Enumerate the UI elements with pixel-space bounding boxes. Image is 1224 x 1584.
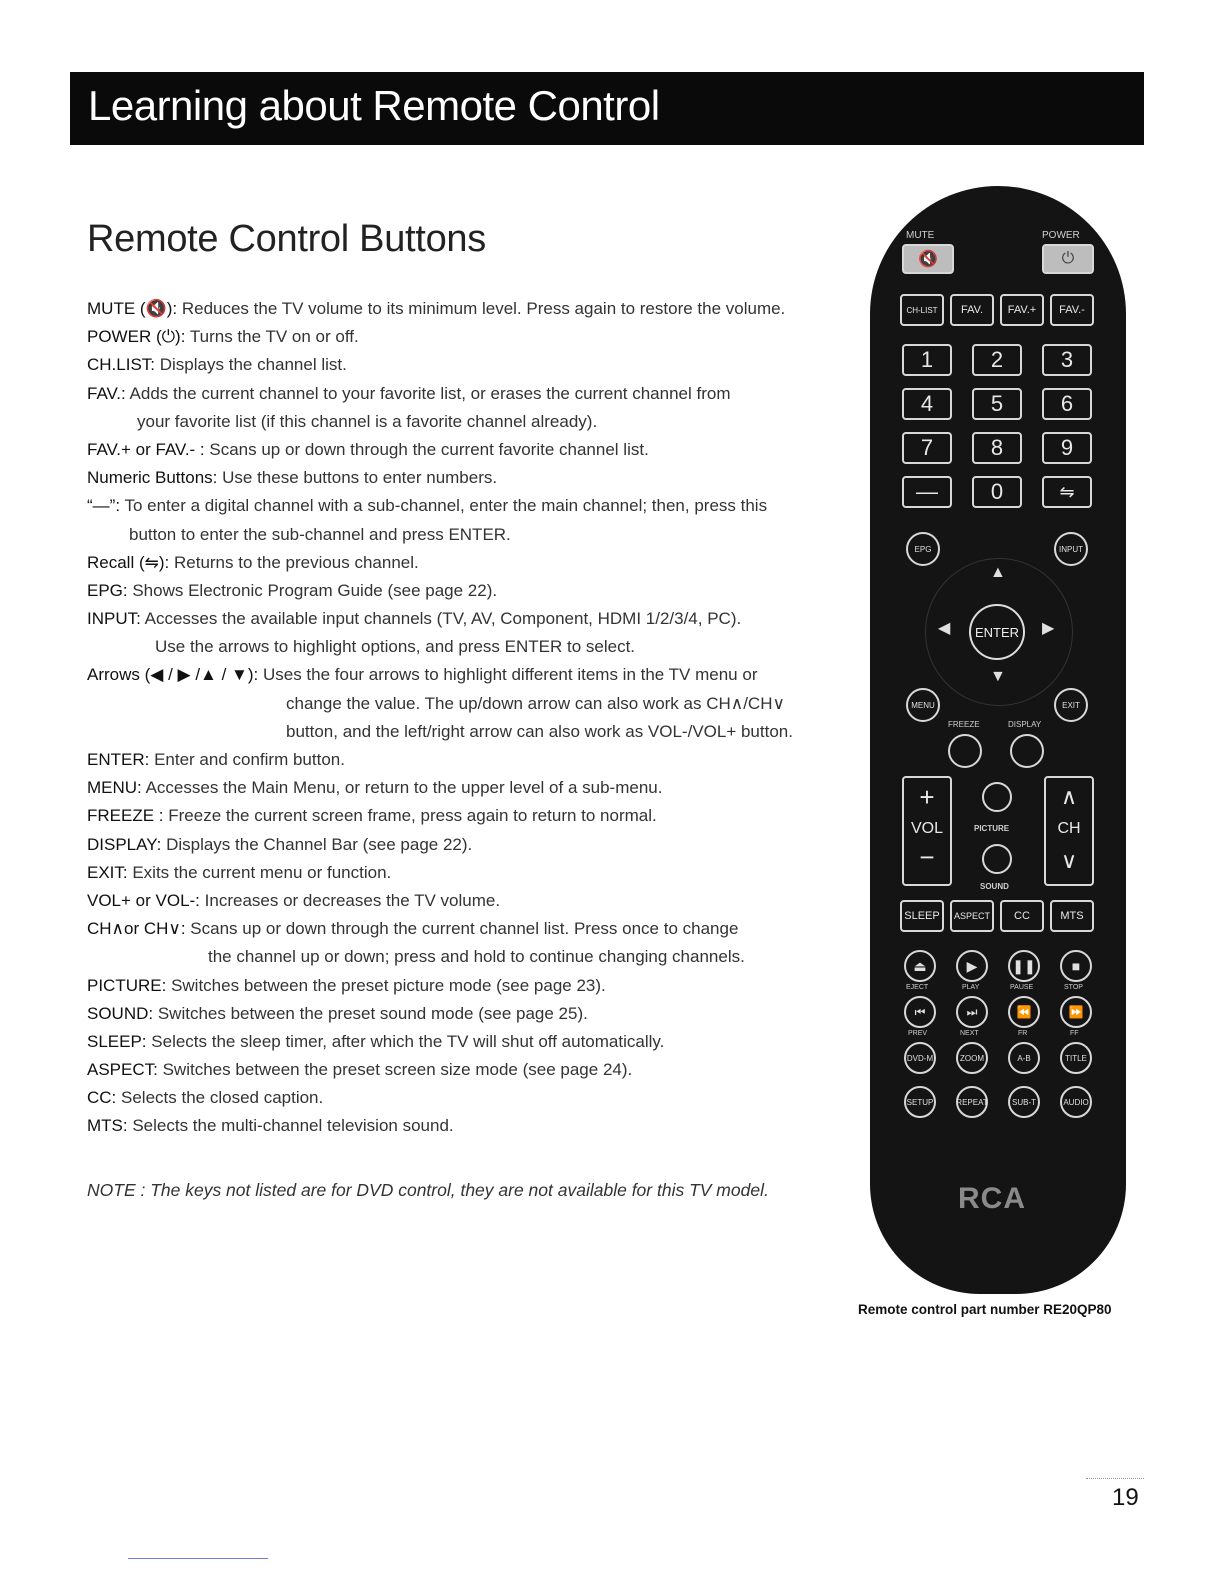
- remote-key-cc: CC: [1000, 900, 1044, 932]
- desc: Switches between the preset sound mode (see page 25).: [153, 1003, 588, 1023]
- remote-key-dash: —: [902, 476, 952, 508]
- remote-key-5: 5: [972, 388, 1022, 420]
- remote-key-input: INPUT: [1054, 532, 1088, 566]
- remote-key-subtitle: SUB-T: [1008, 1086, 1040, 1118]
- entry-input-cont: [87, 633, 867, 661]
- remote-key-3: 3: [1042, 344, 1092, 376]
- term: VOL+ or VOL-:: [87, 890, 200, 910]
- vol-minus-icon: −: [919, 842, 935, 872]
- term: MTS:: [87, 1116, 128, 1136]
- desc: Increases or decreases the TV volume.: [199, 890, 501, 910]
- section-title: Remote Control Buttons: [87, 218, 486, 260]
- entry-display: [87, 831, 867, 859]
- desc: button, and the left/right arrow can also work as VOL-/VOL+ button.: [286, 721, 793, 741]
- entry-sleep: [87, 1028, 867, 1056]
- ff-label: FF: [1070, 1030, 1079, 1037]
- mute-label: MUTE: [906, 230, 935, 241]
- term: Numeric Buttons:: [87, 468, 218, 488]
- term: CH∧or CH∨:: [87, 919, 186, 939]
- entry-fav-cont: [87, 408, 867, 436]
- vol-plus-icon: +: [919, 782, 935, 812]
- term: MUTE (🔇):: [87, 299, 178, 318]
- ch-down-icon: ∨: [1060, 848, 1078, 873]
- freeze-label: FREEZE: [948, 720, 980, 729]
- remote-key-setup: SETUP: [904, 1086, 936, 1118]
- remote-key-freeze: [948, 734, 982, 768]
- entry-sound: [87, 1000, 867, 1028]
- entry-mute: [87, 295, 867, 323]
- desc: Shows Electronic Program Guide (see page 22).: [127, 580, 498, 600]
- entry-fav-plus-minus: [87, 436, 867, 464]
- entry-mts: [87, 1112, 867, 1140]
- next-icon: ⏭: [956, 996, 988, 1028]
- play-icon: ▶: [956, 950, 988, 982]
- desc: Selects the sleep timer, after which the TV will shut off automatically.: [146, 1031, 665, 1051]
- entry-numeric: [87, 464, 867, 492]
- desc: Selects the closed caption.: [116, 1088, 324, 1108]
- entry-menu: [87, 774, 867, 802]
- desc: Displays the Channel Bar (see page 22).: [161, 834, 473, 854]
- entry-enter: [87, 746, 867, 774]
- term: MENU:: [87, 778, 142, 798]
- desc: change the value. The up/down arrow can also work as CH∧/CH∨: [286, 693, 785, 713]
- stop-icon: ■: [1060, 950, 1092, 982]
- term: PICTURE:: [87, 975, 167, 995]
- desc: Switches between the preset screen size mode (see page 24).: [157, 1060, 633, 1080]
- rewind-icon: ⏪: [1008, 996, 1040, 1028]
- remote-illustration: [870, 186, 1126, 1294]
- mute-icon: 🔇: [902, 244, 954, 274]
- desc: Freeze the current screen frame, press again to return to normal.: [163, 806, 657, 826]
- desc: Enter and confirm button.: [149, 750, 345, 769]
- desc: Switches between the preset picture mode (see page 23).: [166, 975, 606, 995]
- term: DISPLAY:: [87, 834, 162, 854]
- entry-input: [87, 605, 867, 633]
- term: FAV.+ or FAV.- :: [87, 439, 205, 459]
- remote-key-fav-minus: FAV.-: [1050, 294, 1094, 326]
- desc: Exits the current menu or function.: [127, 862, 392, 882]
- desc: Scans up or down through the current channel list. Press once to change: [185, 919, 739, 939]
- term: Arrows (◀ / ▶ /▲ / ▼):: [87, 665, 259, 685]
- remote-key-repeat: REPEAT: [956, 1086, 988, 1118]
- entry-power: [87, 323, 867, 351]
- entry-ch: [87, 915, 867, 943]
- desc: Selects the multi-channel television sound.: [127, 1116, 454, 1136]
- term: SOUND:: [87, 1003, 154, 1023]
- ch-up-icon: ∧: [1060, 784, 1078, 809]
- remote-key-chlist: CH-LIST: [900, 294, 944, 326]
- ch-label: CH: [1057, 820, 1081, 837]
- page-number-rule: [1086, 1478, 1144, 1479]
- entry-cc: [87, 1084, 867, 1112]
- entry-aspect: [87, 1056, 867, 1084]
- remote-key-0: 0: [972, 476, 1022, 508]
- entry-fav: [87, 380, 867, 408]
- entry-dash-cont: [87, 521, 867, 549]
- left-arrow-icon: ◀: [938, 620, 951, 637]
- desc: your favorite list (if this channel is a favorite channel already).: [137, 411, 598, 431]
- up-arrow-icon: ▲: [990, 564, 1006, 581]
- stop-label: STOP: [1064, 984, 1083, 991]
- desc: To enter a digital channel with a sub-channel, enter the main channel; then, press this: [120, 496, 768, 516]
- play-label: PLAY: [962, 984, 980, 991]
- desc: Displays the channel list.: [155, 355, 347, 375]
- desc: Reduces the TV volume to its minimum level. Press again to restore the volume.: [177, 299, 786, 318]
- page-number: 19: [1112, 1484, 1139, 1511]
- term: EXIT:: [87, 862, 128, 882]
- prev-label: PREV: [908, 1030, 928, 1037]
- eject-icon: ⏏: [904, 950, 936, 982]
- remote-key-aspect: ASPECT: [950, 900, 994, 932]
- next-label: NEXT: [960, 1030, 979, 1037]
- remote-key-title: TITLE: [1060, 1042, 1092, 1074]
- term: CH.LIST:: [87, 355, 156, 375]
- desc: Use these buttons to enter numbers.: [217, 468, 498, 488]
- ch-rocker: [1044, 776, 1094, 886]
- remote-key-dvd-menu: DVD-M: [904, 1042, 936, 1074]
- term: INPUT:: [87, 609, 141, 629]
- entry-ch-cont: [87, 943, 867, 971]
- remote-key-ab: A-B: [1008, 1042, 1040, 1074]
- desc: the channel up or down; press and hold to continue changing channels.: [208, 947, 745, 967]
- picture-label: PICTURE: [974, 824, 1010, 833]
- entry-freeze: [87, 802, 867, 830]
- entry-arrows-cont2: [87, 718, 867, 746]
- term: Recall (⇋):: [87, 552, 170, 572]
- term: FAV.:: [87, 383, 126, 403]
- desc: Accesses the Main Menu, or return to the upper level of a sub-menu.: [141, 778, 663, 798]
- eject-label: EJECT: [906, 984, 929, 991]
- note: NOTE : The keys not listed are for DVD control, they are not available for this TV model.: [87, 1180, 769, 1200]
- term: EPG:: [87, 580, 128, 600]
- entry-chlist: [87, 351, 867, 379]
- remote-key-mts: MTS: [1050, 900, 1094, 932]
- remote-key-9: 9: [1042, 432, 1092, 464]
- remote-key-zoom: ZOOM: [956, 1042, 988, 1074]
- remote-key-recall: ⇋: [1042, 476, 1092, 508]
- sound-label: SOUND: [980, 882, 1009, 891]
- display-label: DISPLAY: [1008, 720, 1042, 729]
- power-icon: ⏻: [1042, 244, 1094, 274]
- remote-key-enter: ENTER: [969, 604, 1025, 660]
- desc: Turns the TV on or off.: [185, 327, 359, 347]
- remote-key-epg: EPG: [906, 532, 940, 566]
- pause-icon: ❚❚: [1008, 950, 1040, 982]
- fr-label: FR: [1018, 1030, 1028, 1037]
- desc: Adds the current channel to your favorite list, or erases the current channel from: [125, 383, 731, 403]
- remote-key-menu: MENU: [906, 688, 940, 722]
- term: ASPECT:: [87, 1060, 158, 1080]
- desc: Use the arrows to highlight options, and press ENTER to select.: [155, 637, 636, 657]
- term: SLEEP:: [87, 1031, 147, 1051]
- remote-caption: Remote control part number RE20QP80: [858, 1302, 1112, 1317]
- pause-label: PAUSE: [1010, 984, 1034, 991]
- remote-key-fav-plus: FAV.+: [1000, 294, 1044, 326]
- right-arrow-icon: ▶: [1042, 620, 1055, 637]
- vol-rocker: [902, 776, 952, 886]
- remote-key-8: 8: [972, 432, 1022, 464]
- entry-arrows: [87, 661, 867, 689]
- remote-key-sound: [982, 844, 1012, 874]
- remote-key-6: 6: [1042, 388, 1092, 420]
- term: CC:: [87, 1088, 117, 1108]
- power-label: POWER: [1042, 230, 1080, 241]
- fast-forward-icon: ⏩: [1060, 996, 1092, 1028]
- remote-key-2: 2: [972, 344, 1022, 376]
- page-title: Learning about Remote Control: [88, 82, 660, 129]
- term: FREEZE :: [87, 806, 164, 826]
- down-arrow-icon: ▼: [990, 668, 1006, 685]
- desc: Accesses the available input channels (TV, AV, Component, HDMI 1/2/3/4, PC).: [140, 609, 742, 629]
- remote-key-sleep: SLEEP: [900, 900, 944, 932]
- entry-exit: [87, 859, 867, 887]
- entry-epg: [87, 577, 867, 605]
- term: ENTER:: [87, 750, 150, 769]
- button-descriptions: [87, 295, 867, 1141]
- desc: button to enter the sub-channel and press ENTER.: [129, 524, 511, 544]
- remote-key-audio: AUDIO: [1060, 1086, 1092, 1118]
- desc: Scans up or down through the current favorite channel list.: [204, 439, 649, 459]
- term: POWER (⏻):: [87, 327, 186, 347]
- desc: Returns to the previous channel.: [169, 552, 419, 572]
- entry-recall: [87, 549, 867, 577]
- header-bar: [70, 72, 1144, 145]
- desc: Uses the four arrows to highlight different items in the TV menu or: [258, 665, 758, 685]
- term: “—”:: [87, 496, 121, 516]
- brand-logo: RCA: [958, 1182, 1026, 1215]
- remote-key-picture: [982, 782, 1012, 812]
- remote-key-fav: FAV.: [950, 294, 994, 326]
- prev-icon: ⏮: [904, 996, 936, 1028]
- entry-vol: [87, 887, 867, 915]
- remote-key-1: 1: [902, 344, 952, 376]
- entry-picture: [87, 972, 867, 1000]
- footer-rule: [128, 1558, 268, 1559]
- remote-key-7: 7: [902, 432, 952, 464]
- remote-key-display: [1010, 734, 1044, 768]
- entry-dash: [87, 492, 867, 520]
- remote-key-4: 4: [902, 388, 952, 420]
- vol-label: VOL: [910, 820, 943, 837]
- remote-key-exit: EXIT: [1054, 688, 1088, 722]
- entry-arrows-cont1: [87, 690, 867, 718]
